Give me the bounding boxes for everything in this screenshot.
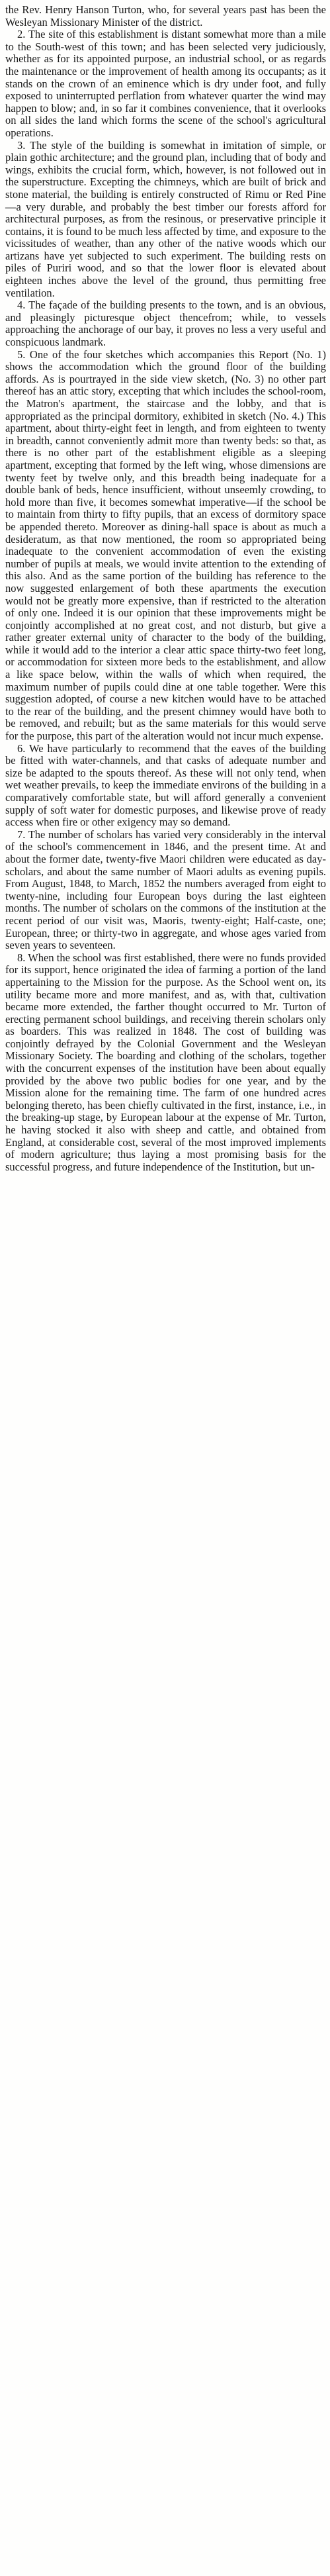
article-paragraph-3: 3. The style of the building is somewhat in imitation of simple, or plain gothic architecture; and the ground plan, including that of body and wings, exhibits the crucial form, which, however, is not followed out in the superstructure. Excepting the chimneys, which are built of brick and stone material, the building is entirely constructed of Rimu or Red Pine—a very durable, and probably the best timber our forests afford for architectural purposes, as from the resinous, or preservative principle it contains, it is found to be much less affected by time, and exposure to the vicissitudes of weather, than any other of the native woods which our artizans have yet subjected to such experiment. The building rests on piles of Puriri wood, and so that the lower floor is elevated about eighteen inches above the level of the ground, thus permitting free ventilation.	[5, 138, 326, 299]
article-paragraph-8: 8. When the school was first established, there were no funds provided for its support, hence originated the idea of farming a portion of the land appertaining to the Mission for the purpose. As the School went on, its utility became more and more manifest, and as, with that, cultivation became more extended, the farther thought occurred to Mr. Turton of erecting permanent school buildings, and receiving therein scholars only as boarders. This was realized in 1848. The cost of building was conjointly defrayed by the Colonial Government and the Wesleyan Missionary Society. The boarding and clothing of the scholars, together with the concurrent expenses of the institution have been about equally provided by the above two public bodies for one year, and by the Mission alone for the remaining time. The farm of one hundred acres belonging thereto, has been chiefly cultivated in the first, instance, i.e., in the breaking-up stage, by European labour at the expense of Mr. Turton, he having stocked it also with sheep and cattle, and obtained from England, at considerable cost, several of the most improved implements of modern agriculture; thus laying a most promising basis for the successful progress, and future independence of the Institution, but un-	[5, 951, 326, 1173]
article-paragraph-5: 5. One of the four sketches which accompanies this Report (No. 1) shows the accommodation which the ground floor of the building affords. As is pourtrayed in the side view sketch, (No. 3) no other part thereof has an attic story, excepting that which includes the school-room, the Matron's apartment, the staircase and the lobby, and that is appropriated as the principal dormitory, exhibited in sketch (No. 4.) This apartment, about thirty-eight feet in length, and from eighteen to twenty in breadth, cannot conveniently admit more than twenty beds: so that, as there is no other part of the establishment eligible as a sleeping apartment, excepting that formed by the left wing, whose dimensions are twenty feet by twelve only, and this breadth being inadequate for a double bank of beds, hence insufficient, without unseemly crowding, to hold more than five, it becomes somewhat imperative—if the school be to maintain from thirty to fifty pupils, that an excess of dormitory space be appended thereto. Moreover as dining-hall space is about as much a desideratum, as that now mentioned, the room so appropriated being inadequate to the convenient accommodation of even the existing number of pupils at meals, we would invite attention to the extending of this also. And as the same portion of the building has reference to the now suggested enlargement of both these apartments the execution would not be greatly more expensive, than if restricted to the alteration of only one. Indeed it is our opinion that these improvements might be conjointly accomplished at no great cost, and not disturb, but give a rather greater external unity of character to the body of the building, while it would add to the interior a clear attic space thirty-two feet long, or accommodation for sixteen more beds to the establishment, and allow a like space below, within the walls of which when required, the maximum number of pupils could dine at one table together. Were this suggestion adopted, of course a new kitchen would have to be attached to the rear of the building, and the present chimney would have both to be removed, and rebuilt; but as the same materials for this would serve for the purpose, this part of the alteration would not incur much expense.	[5, 348, 326, 743]
article-paragraph-2: 2. The site of this establishment is distant somewhat more than a mile to the South-west of this town; and has been selected very judiciously, whether as for its appointed purpose, an industrial school, or as regards the maintenance or the improvement of health among its occupants; as it stands on the crown of an eminence which is dry under foot, and fully exposed to uninterrupted perflation from whatever quarter the wind may happen to blow; and, in so far it combines convenience, that it overlooks on all sides the land which forms the scene of the school's agricultural operations.	[5, 28, 326, 139]
article-paragraph-6: 6. We have particularly to recommend that the eaves of the building be fitted with water-channels, and that casks of adequate number and size be adapted to the spouts thereof. As these will not only tend, when wet weather prevails, to keep the immediate environs of the building in a comparatively comfortable state, but will afford generally a convenient supply of soft water for domestic purposes, and likewise prove of ready access when fire or other exigency may so demand.	[5, 741, 326, 829]
article-paragraph-7: 7. The number of scholars has varied very considerably in the interval of the school's commencement in 1846, and the present time. At and about the former date, twenty-five Maori children were educated as day-scholars, and about the same number of Maori adults as evening pupils. From August, 1848, to March, 1852 the numbers averaged from eight to twenty-nine, including four European boys during the last eighteen months. The number of scholars on the commons of the institution at the recent period of our visit was, Maoris, twenty-eight; Half-caste, one; European, three; or thirty-two in aggregate, and whose ages varied from seven years to seventeen.	[5, 828, 326, 952]
article-paragraph-1: the Rev. Henry Hanson Turton, who, for several years past has been the Wesleyan Missionary Minister of the district.	[5, 3, 326, 28]
article-paragraph-4: 4. The façade of the building presents to the town, and is an obvious, and pleasingly picturesque object thencefrom; while, to vessels approaching the anchorage of our bay, it proves no less a very useful and conspicuous landmark.	[5, 299, 326, 349]
